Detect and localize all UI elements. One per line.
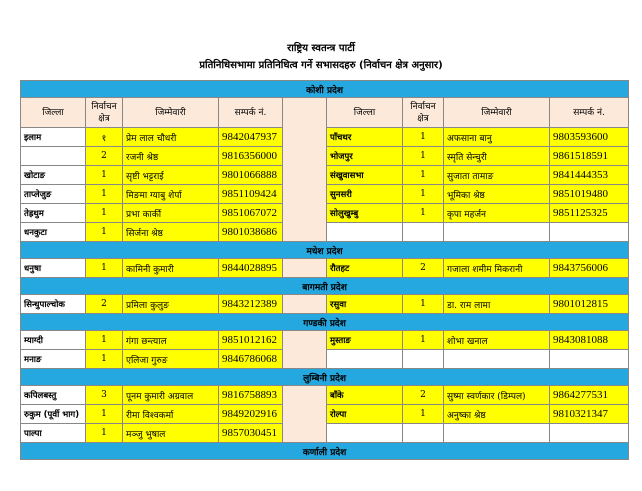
contact-number-cell: 9843756006 (550, 259, 629, 278)
member-name-cell (444, 424, 550, 443)
member-name-cell: प्रेम लाल चौधरी (123, 128, 219, 147)
contact-number-cell: 9841444353 (550, 166, 629, 185)
member-name-cell: रीमा विश्वकर्मा (123, 405, 219, 424)
contact-number-cell: 9851012162 (219, 331, 283, 350)
constituency-cell: 1 (403, 147, 444, 166)
constituency-cell: 1 (403, 405, 444, 424)
member-name-cell: शोभा खनाल (444, 331, 550, 350)
district-cell: इलाम (21, 128, 86, 147)
member-name-cell: स्मृति सेन्चुरी (444, 147, 550, 166)
section-gap (283, 386, 327, 443)
constituency-cell (403, 223, 444, 242)
section-gap (283, 295, 327, 314)
contact-number-cell: 9816356000 (219, 147, 283, 166)
contact-number-cell (550, 223, 629, 242)
member-name-cell: रजनी श्रेष्ठ (123, 147, 219, 166)
table-row (21, 386, 629, 405)
member-name-cell: कामिनी कुमारी (123, 259, 219, 278)
contact-number-cell: 9843081088 (550, 331, 629, 350)
table-row (21, 295, 629, 314)
constituency-cell: 1 (86, 424, 123, 443)
constituency-cell: 1 (403, 331, 444, 350)
member-name-cell: सुजाता तामाङ (444, 166, 550, 185)
header-constituency-left: निर्वाचन क्षेत्र (86, 98, 123, 128)
member-name-cell: अफसाना बानु (444, 128, 550, 147)
district-cell: पाल्पा (21, 424, 86, 443)
district-cell: सोलुखुम्बु (327, 204, 403, 223)
contact-number-cell: 9857030451 (219, 424, 283, 443)
member-name-cell: भूमिका श्रेष्ठ (444, 185, 550, 204)
header-responsibility-left: जिम्मेवारी (123, 98, 219, 128)
constituency-cell: 1 (86, 223, 123, 242)
district-cell: मनाङ (21, 350, 86, 369)
contact-number-cell: 9851019480 (550, 185, 629, 204)
constituency-cell (403, 424, 444, 443)
district-cell (327, 350, 403, 369)
member-name-cell: डा. राम लामा (444, 295, 550, 314)
section-gap (283, 331, 327, 369)
header-constituency-right: निर्वाचन क्षेत्र (403, 98, 444, 128)
district-cell: रौतहट (327, 259, 403, 278)
table-row (21, 259, 629, 278)
contact-number-cell: 9803593600 (550, 128, 629, 147)
constituency-cell: 1 (403, 166, 444, 185)
constituency-cell: 1 (403, 204, 444, 223)
constituency-cell: 2 (86, 147, 123, 166)
member-name-cell: पूनम कुमारी अग्रवाल (123, 386, 219, 405)
district-cell: धनुषा (21, 259, 86, 278)
constituency-cell: 2 (86, 295, 123, 314)
header-district-left: जिल्ला (21, 98, 86, 128)
contact-number-cell: 9861518591 (550, 147, 629, 166)
member-name-cell: मिङमा ग्याबु शेर्पा (123, 185, 219, 204)
member-name-cell: सिर्जना श्रेष्ठ (123, 223, 219, 242)
constituency-cell: 1 (86, 350, 123, 369)
district-cell: बाँके (327, 386, 403, 405)
district-cell: खोटाङ (21, 166, 86, 185)
header-district-right: जिल्ला (327, 98, 403, 128)
district-cell (327, 223, 403, 242)
district-cell: रुकुम (पूर्वी भाग) (21, 405, 86, 424)
member-name-cell: मञ्जु भुषाल (123, 424, 219, 443)
member-name-cell: प्रभा कार्की (123, 204, 219, 223)
constituency-cell: 1 (86, 166, 123, 185)
district-cell: ताप्लेजुङ (21, 185, 86, 204)
contact-number-cell: 9844028895 (219, 259, 283, 278)
constituency-cell: 1 (86, 204, 123, 223)
province-madhesh: मधेश प्रदेश (21, 242, 629, 259)
member-name-cell: एलिजा गुरुङ (123, 350, 219, 369)
document-subtitle: प्रतिनिधिसभामा प्रतिनिधित्व गर्ने सभासदहरु (निर्वाचन क्षेत्र अनुसार) (199, 60, 443, 71)
constituency-cell: 1 (403, 185, 444, 204)
constituency-cell: 2 (403, 259, 444, 278)
district-cell: मुस्ताङ (327, 331, 403, 350)
member-name-cell (444, 350, 550, 369)
constituency-cell: 1 (403, 295, 444, 314)
district-cell: रोल्पा (327, 405, 403, 424)
member-name-cell: सुष्मा स्वर्णकार (डिम्पल) (444, 386, 550, 405)
header-contact-right: सम्पर्क नं. (550, 98, 629, 128)
district-cell: रसुवा (327, 295, 403, 314)
district-cell: तेह्रथुम (21, 204, 86, 223)
district-cell: कपिलबस्तु (21, 386, 86, 405)
district-cell (21, 147, 86, 166)
province-lumbini: लुम्बिनी प्रदेश (21, 369, 629, 386)
contact-number-cell: 9801012815 (550, 295, 629, 314)
district-cell: सुनसरी (327, 185, 403, 204)
contact-number-cell: 9810321347 (550, 405, 629, 424)
province-karnali: कर्णाली प्रदेश (21, 443, 629, 460)
district-cell: पाँचथर (327, 128, 403, 147)
table-row (21, 331, 629, 350)
section-gap (283, 259, 327, 278)
contact-number-cell: 9843212389 (219, 295, 283, 314)
district-cell: संखुवासभा (327, 166, 403, 185)
member-name-cell: कृपा महर्जन (444, 204, 550, 223)
contact-number-cell: 9842047937 (219, 128, 283, 147)
province-gandaki: गण्डकी प्रदेश (21, 314, 629, 331)
contact-number-cell: 9846786068 (219, 350, 283, 369)
district-cell (327, 424, 403, 443)
contact-number-cell: 9851109424 (219, 185, 283, 204)
contact-number-cell: 9801038686 (219, 223, 283, 242)
constituency-cell (403, 350, 444, 369)
contact-number-cell (550, 350, 629, 369)
member-name-cell (444, 223, 550, 242)
contact-number-cell: 9801066888 (219, 166, 283, 185)
province-koshi: कोशी प्रदेश (21, 81, 629, 98)
member-name-cell: अनुष्का श्रेष्ठ (444, 405, 550, 424)
member-name-cell: सृष्टी भट्टराई (123, 166, 219, 185)
constituency-cell: 1 (86, 331, 123, 350)
contact-number-cell: 9864277531 (550, 386, 629, 405)
members-table (20, 80, 629, 460)
contact-number-cell (550, 424, 629, 443)
contact-number-cell: 9851067072 (219, 204, 283, 223)
member-name-cell: प्रमिला कुलुङ (123, 295, 219, 314)
contact-number-cell: 9851125325 (550, 204, 629, 223)
constituency-cell: १ (86, 128, 123, 147)
header-responsibility-right: जिम्मेवारी (444, 98, 550, 128)
contact-number-cell: 9816758893 (219, 386, 283, 405)
province-bagmati: बागमती प्रदेश (21, 278, 629, 295)
member-name-cell: गजाला शमीम मिकरानी (444, 259, 550, 278)
constituency-cell: 1 (403, 128, 444, 147)
member-name-cell: गंगा छन्त्याल (123, 331, 219, 350)
district-cell: धनकुटा (21, 223, 86, 242)
constituency-cell: 1 (86, 259, 123, 278)
contact-number-cell: 9849202916 (219, 405, 283, 424)
constituency-cell: 1 (86, 405, 123, 424)
header-contact-left: सम्पर्क नं. (219, 98, 283, 128)
constituency-cell: 2 (403, 386, 444, 405)
koshi-gap (283, 98, 327, 242)
district-cell: सिन्धुपाल्चोक (21, 295, 86, 314)
district-cell: म्याग्दी (21, 331, 86, 350)
constituency-cell: 1 (86, 185, 123, 204)
document-title: राष्ट्रिय स्वतन्त्र पार्टी (287, 43, 355, 54)
header-row (21, 98, 629, 128)
constituency-cell: 3 (86, 386, 123, 405)
district-cell: भोजपुर (327, 147, 403, 166)
